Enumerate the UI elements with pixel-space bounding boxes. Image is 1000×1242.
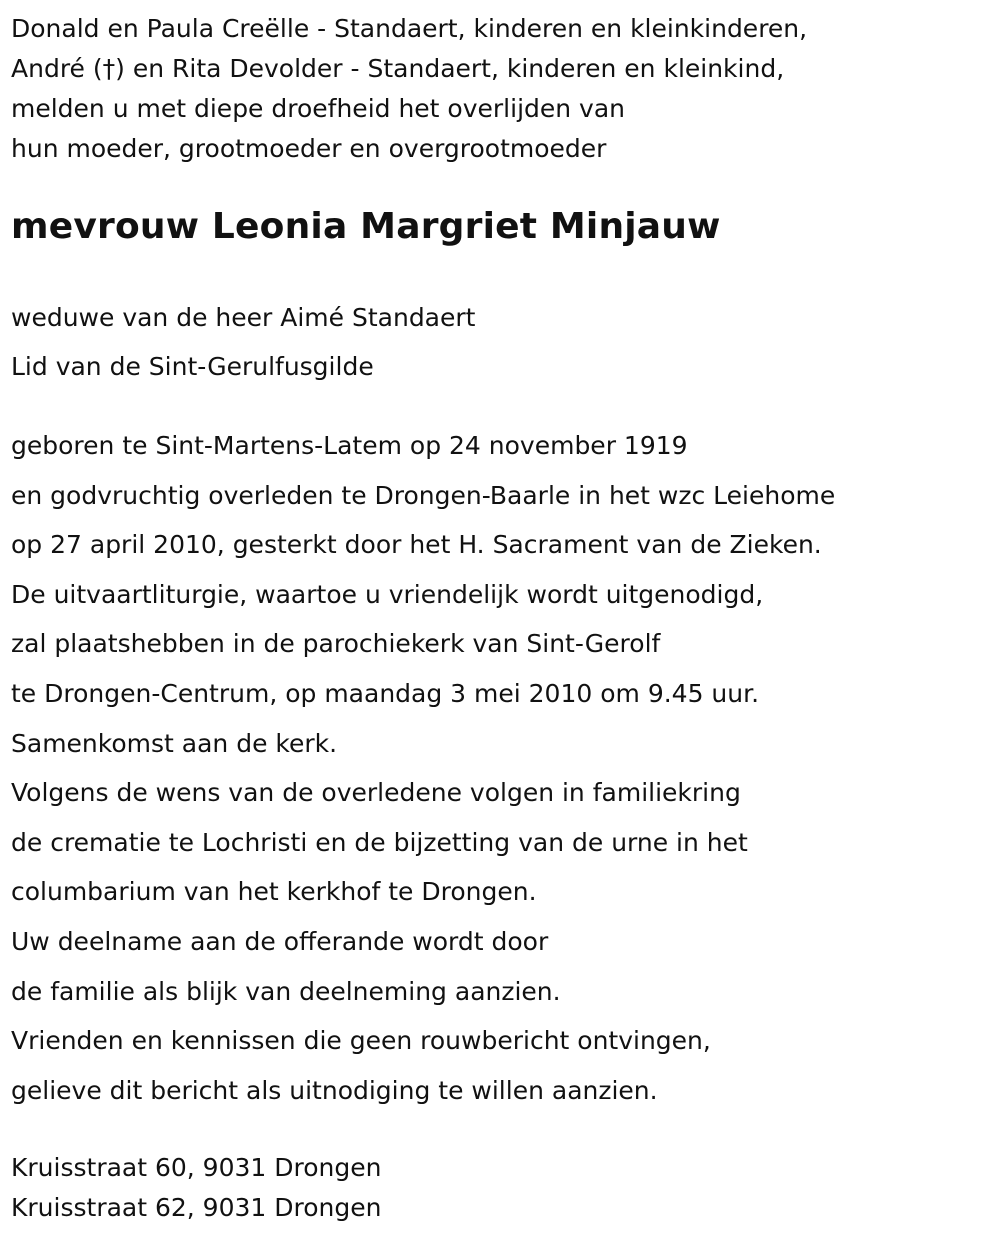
body-line: geboren te Sint-Martens-Latem op 24 november 1919 <box>11 431 688 460</box>
body-line: De uitvaartliturgie, waartoe u vriendelijk wordt uitgenodigd, <box>11 579 764 609</box>
membership-line: Lid van de Sint-Gerulfusgilde <box>11 352 374 381</box>
family-addresses <box>11 1148 381 1228</box>
body-line: de crematie te Lochristi en de bijzetting van de urne in het <box>11 827 748 857</box>
body-line: op 27 april 2010, gesterkt door het H. Sacrament van de Zieken. <box>11 530 822 560</box>
body-line: Vrienden en kennissen die geen rouwbericht ontvingen, <box>11 1026 711 1056</box>
address-line: Kruisstraat 60, 9031 Drongen <box>11 1153 382 1182</box>
body-line: Volgens de wens van de overledene volgen in familiekring <box>11 778 741 808</box>
address-line: Kruisstraat 62, 9031 Drongen <box>11 1193 382 1222</box>
deceased-name: mevrouw Leonia Margriet Minjauw <box>11 206 721 247</box>
family-announcement <box>11 9 807 169</box>
body-line: Samenkomst aan de kerk. <box>11 728 338 758</box>
intro-line: Donald en Paula Creëlle - Standaert, kinderen en kleinkinderen, <box>11 14 808 43</box>
body-line: en godvruchtig overleden te Drongen-Baarle in het wzc Leiehome <box>11 480 836 510</box>
intro-line: hun moeder, grootmoeder en overgrootmoeder <box>11 134 607 163</box>
body-line: te Drongen-Centrum, op maandag 3 mei 2010 om 9.45 uur. <box>11 678 760 708</box>
widow-line: weduwe van de heer Aimé Standaert <box>11 303 476 332</box>
body-line: de familie als blijk van deelneming aanzien. <box>11 976 561 1006</box>
funeral-details <box>11 421 835 1115</box>
body-line: gelieve dit bericht als uitnodiging te willen aanzien. <box>11 1075 658 1105</box>
body-line: Uw deelname aan de offerande wordt door <box>11 926 549 956</box>
body-line: zal plaatshebben in de parochiekerk van Sint-Gerolf <box>11 629 661 659</box>
body-line: columbarium van het kerkhof te Drongen. <box>11 877 537 907</box>
intro-line: melden u met diepe droefheid het overlijden van <box>11 94 626 123</box>
intro-line: André (†) en Rita Devolder - Standaert, kinderen en kleinkind, <box>11 54 785 83</box>
deceased-details <box>11 293 475 391</box>
